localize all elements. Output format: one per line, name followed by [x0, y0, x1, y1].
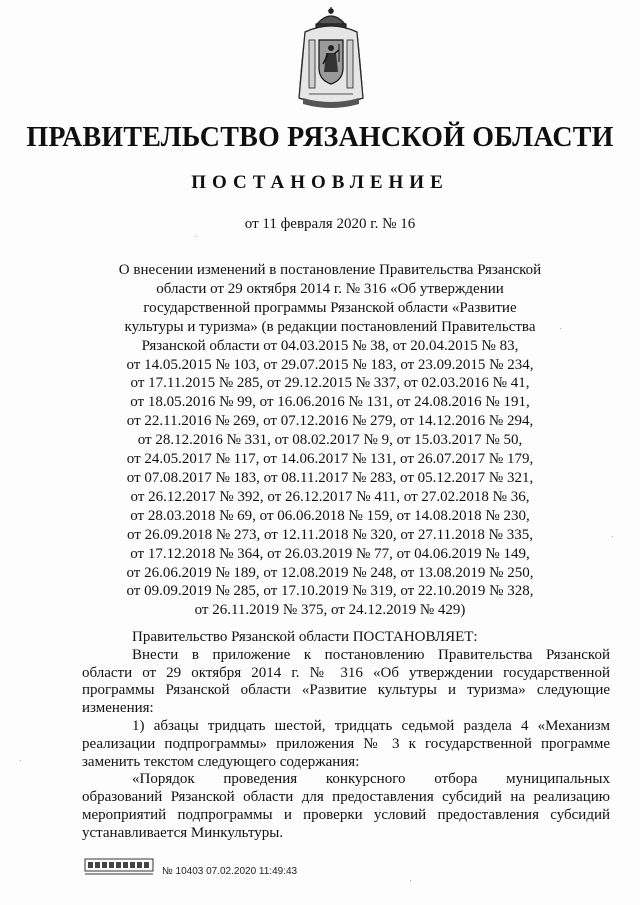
body-line: Внести в приложение к постановлению Правительства Рязанской: [132, 646, 610, 663]
subject-line: области от 29 октября 2014 г. № 316 «Об утверждении: [156, 280, 504, 297]
subject-line: от 22.11.2016 № 269, от 07.12.2016 № 279, от 14.12.2016 № 294,: [126, 413, 534, 430]
body-line: заменить текстом следующего содержания:: [82, 753, 360, 770]
government-title: ПРАВИТЕЛЬСТВО РЯЗАНСКОЙ ОБЛАСТИ: [26, 122, 614, 153]
subject-line: от 26.06.2019 № 189, от 12.08.2019 № 248, от 13.08.2019 № 250,: [126, 564, 534, 581]
subject-line: Рязанской области от 04.03.2015 № 38, от 20.04.2015 № 83,: [141, 337, 519, 354]
body-line: мероприятий подпрограммы и проверки условий предоставления субсидий: [82, 806, 610, 823]
subject-line: от 28.12.2016 № 331, от 08.02.2017 № 9, от 15.03.2017 № 50,: [137, 432, 523, 449]
scan-speck: [196, 236, 197, 237]
scan-speck: [410, 880, 411, 881]
body-line: изменения:: [82, 700, 154, 717]
document-type-heading: ПОСТАНОВЛЕНИЕ: [191, 172, 449, 193]
scan-speck: [20, 760, 21, 761]
scan-speck: [560, 328, 561, 329]
coat-of-arms-emblem: [295, 6, 367, 112]
body-line: области от 29 октября 2014 г. № 316 «Об утверждении государственной: [82, 664, 610, 681]
body-line: устанавливается Минкультуры.: [82, 824, 284, 841]
subject-line: от 07.08.2017 № 183, от 08.11.2017 № 283, от 05.12.2017 № 321,: [126, 469, 534, 486]
subject-line: от 17.12.2018 № 364, от 26.03.2019 № 77, от 04.06.2019 № 149,: [130, 545, 530, 562]
body-line: реализации подпрограммы» приложения № 3 к государственной программе: [82, 735, 610, 752]
body-line: образований Рязанской области для предоставления субсидий на реализацию: [82, 789, 610, 806]
subject-line: от 26.12.2017 № 392, от 26.12.2017 № 411, от 27.02.2018 № 36,: [130, 488, 530, 505]
document-date-number: от 11 февраля 2020 г. № 16: [244, 216, 416, 232]
subject-line: от 17.11.2015 № 285, от 29.12.2015 № 337, от 02.03.2016 № 41,: [130, 375, 530, 392]
decree-line: Правительство Рязанской области ПОСТАНОВЛЯЕТ:: [132, 629, 478, 645]
document-body: [82, 629, 610, 843]
subject-line: от 09.09.2019 № 285, от 17.10.2019 № 319, от 22.10.2019 № 328,: [126, 583, 534, 600]
subject-line: от 26.11.2019 № 375, от 24.12.2019 № 429): [194, 602, 466, 619]
registration-logo-icon: [84, 855, 154, 877]
subject-line: от 14.05.2015 № 103, от 29.07.2015 № 183, от 23.09.2015 № 234,: [126, 356, 534, 373]
shield-icon: [319, 40, 343, 84]
scan-speck: [612, 536, 613, 537]
subject-line: от 24.05.2017 № 117, от 14.06.2017 № 131, от 26.07.2017 № 179,: [126, 451, 534, 468]
subject-line: от 18.05.2016 № 99, от 16.06.2016 № 131, от 24.08.2016 № 191,: [130, 394, 530, 411]
body-line: программы Рязанской области «Развитие культуры и туризма» следующие: [82, 682, 610, 699]
subject-line: государственной программы Рязанской области «Развитие: [143, 299, 517, 316]
subject-line: от 26.09.2018 № 273, от 12.11.2018 № 320, от 27.11.2018 № 335,: [127, 526, 533, 543]
body-line: «Порядок проведения конкурсного отбора муниципальных: [132, 771, 610, 788]
subject-line: культуры и туризма» (в редакции постановлений Правительства: [124, 318, 536, 335]
subject-line: от 28.03.2018 № 69, от 06.06.2018 № 159, от 14.08.2018 № 230,: [130, 507, 530, 524]
body-line: 1) абзацы тридцать шестой, тридцать седьмой раздела 4 «Механизм: [132, 717, 610, 734]
document-subject: [100, 261, 560, 620]
registration-stamp: № 10403 07.02.2020 11:49:43: [162, 866, 298, 877]
subject-line: О внесении изменений в постановление Правительства Рязанской: [118, 262, 542, 278]
